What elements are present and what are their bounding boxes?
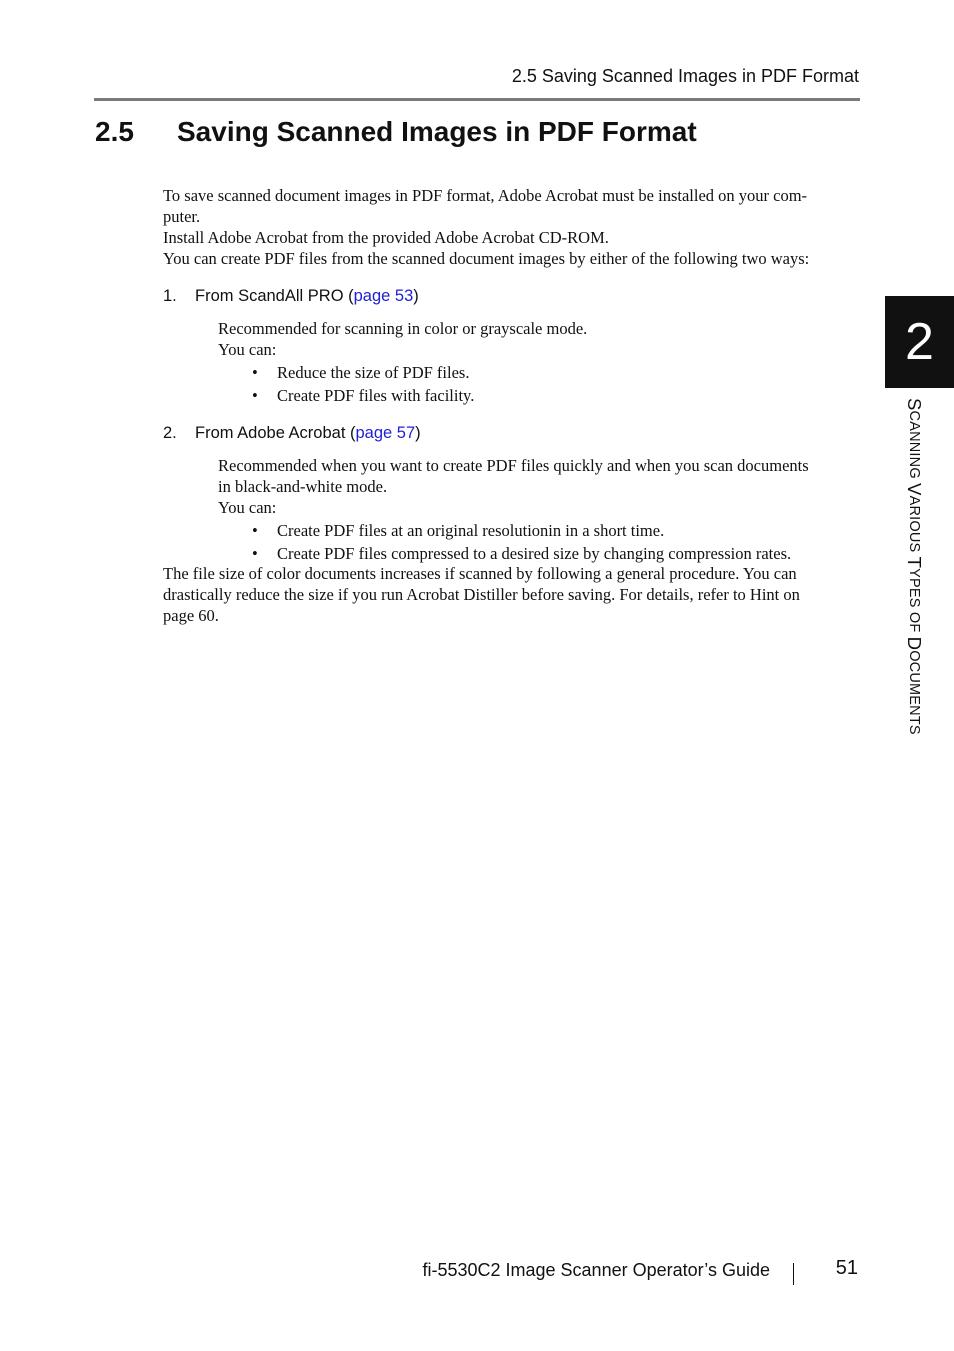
section-title-text: Saving Scanned Images in PDF Format xyxy=(177,116,697,147)
item-2-heading xyxy=(163,424,421,443)
closing-line-3: page 60. xyxy=(163,606,219,625)
intro-two-ways: You can create PDF files from the scanned document images by either of the following two ways: xyxy=(163,249,810,268)
list-item xyxy=(218,361,858,384)
item-2-heading-prefix: From Adobe Acrobat ( xyxy=(195,424,356,442)
side-title-part: V xyxy=(904,483,925,496)
page-number: 51 xyxy=(835,1257,858,1279)
closing-line-2: drastically reduce the size if you run Acrobat Distiller before saving. For details, refer to Hint on xyxy=(163,585,800,604)
item-1-bullets xyxy=(218,361,858,407)
side-title-part: YPES OF xyxy=(906,568,922,637)
item-2-you-can: You can: xyxy=(218,498,277,517)
list-item xyxy=(218,384,858,407)
item-2-heading-suffix: ) xyxy=(415,424,421,442)
bullet-icon: • xyxy=(252,386,258,405)
footer-guide-title: fi-5530C2 Image Scanner Operator’s Guide xyxy=(422,1260,770,1280)
item-1-index: 1. xyxy=(163,287,177,305)
item-2-index: 2. xyxy=(163,424,177,442)
item-1-heading-prefix: From ScandAll PRO ( xyxy=(195,287,354,305)
header-rule xyxy=(94,98,860,101)
list-item-text: Create PDF files with facility. xyxy=(277,386,475,405)
list-item xyxy=(218,542,858,565)
list-item-text: Reduce the size of PDF files. xyxy=(277,363,470,382)
list-item-text: Create PDF files at an original resolutionin in a short time. xyxy=(277,521,665,540)
section-number: 2.5 xyxy=(95,116,134,147)
intro xyxy=(163,185,856,269)
footer-divider xyxy=(793,1263,794,1285)
item-2-body xyxy=(218,455,858,565)
side-title-part: CANNING xyxy=(906,410,922,484)
page-53-link[interactable]: page 53 xyxy=(353,287,414,305)
list-item-text: Create PDF files compressed to a desired size by changing compression rates. xyxy=(277,544,792,563)
list-item xyxy=(218,519,858,542)
side-title-part: ARIOUS xyxy=(906,495,922,557)
page-57-link[interactable]: page 57 xyxy=(355,424,416,442)
section-title xyxy=(95,116,697,148)
item-2-bullets xyxy=(218,519,858,565)
bullet-icon: • xyxy=(252,521,258,540)
side-title-part: T xyxy=(904,556,925,569)
bullet-icon: • xyxy=(252,544,258,563)
intro-acrobat-install: Install Adobe Acrobat from the provided Adobe Acrobat CD-ROM. xyxy=(163,228,609,247)
intro-line-1: To save scanned document images in PDF format, Adobe Acrobat must be installed on your com- xyxy=(163,186,808,205)
chapter-number: 2 xyxy=(905,313,934,371)
item-1-desc: Recommended for scanning in color or grayscale mode. xyxy=(218,319,588,338)
item-1-heading xyxy=(163,287,419,306)
side-title-part: S xyxy=(904,398,925,411)
intro-line-2: puter. xyxy=(163,207,201,226)
side-title-part: D xyxy=(904,636,925,651)
chapter-tab xyxy=(885,296,954,388)
side-title-part: OCUMENTS xyxy=(906,650,922,735)
item-1-heading-suffix: ) xyxy=(413,287,419,305)
running-header: 2.5 Saving Scanned Images in PDF Format xyxy=(511,66,859,86)
item-2-desc-line-2: in black-and-white mode. xyxy=(218,477,388,496)
chapter-side-title xyxy=(903,398,925,735)
item-1-body xyxy=(218,318,858,407)
bullet-icon: • xyxy=(252,363,258,382)
item-2-desc-line-1: Recommended when you want to create PDF files quickly and when you scan documents xyxy=(218,456,809,475)
item-1-you-can: You can: xyxy=(218,340,277,359)
closing-line-1: The file size of color documents increases if scanned by following a general procedure. You can xyxy=(163,564,797,583)
closing-paragraph xyxy=(163,563,856,626)
